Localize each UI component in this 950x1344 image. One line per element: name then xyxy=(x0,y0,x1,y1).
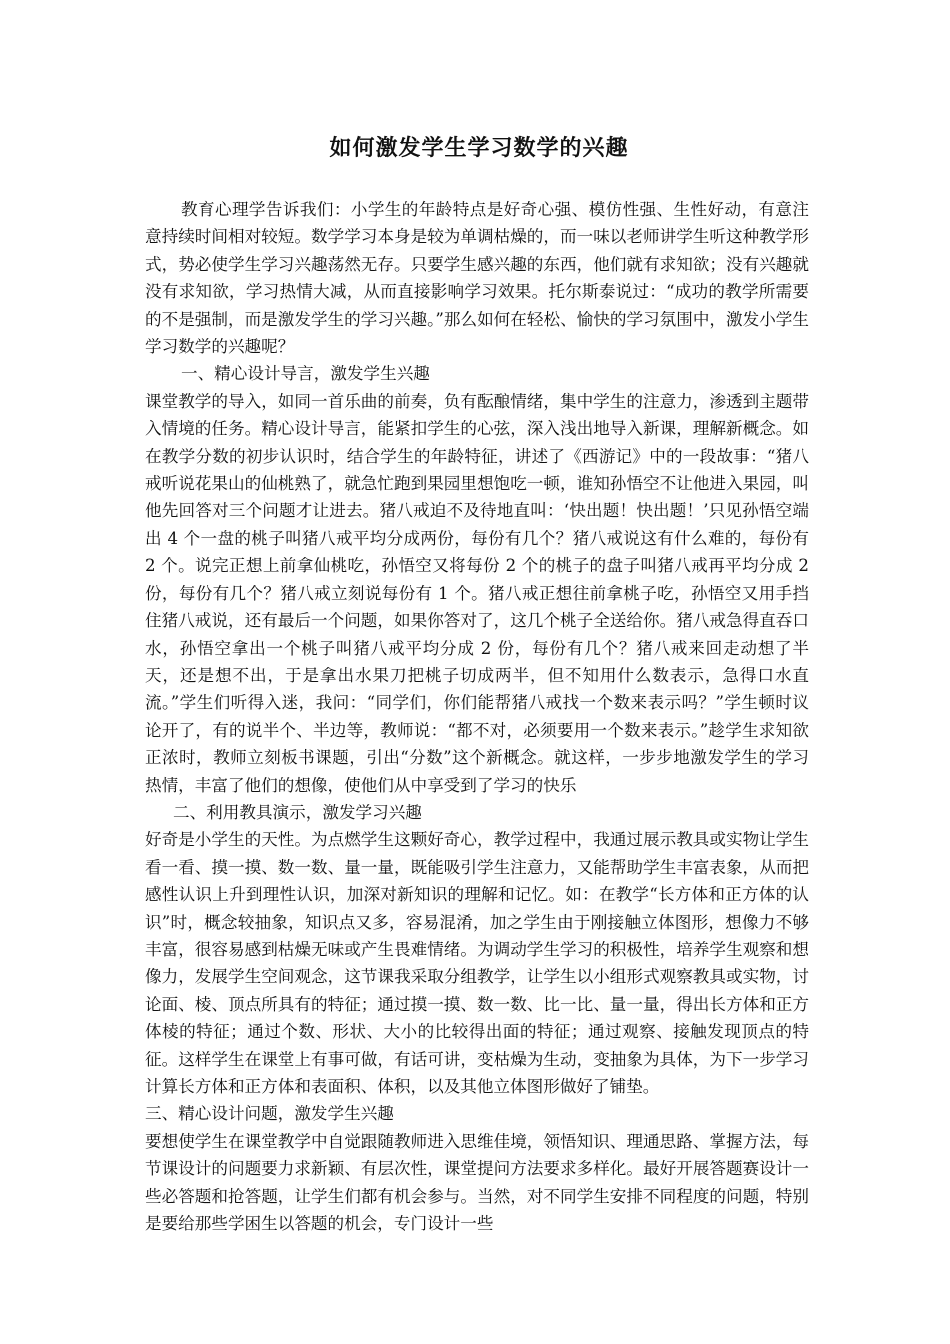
section-body-1: 课堂教学的导入，如同一首乐曲的前奏，负有酝酿情绪，集中学生的注意力，渗透到主题带入情境的任务。精心设计导言，能紧扣学生的心弦，深入浅出地导入新课，理解新概念。如在教学分数的初步认识时，结合学生的年龄特征，讲述了《西游记》中的一段故事：“猪八戒听说花果山的仙桃熟了，就急忙跑到果园里想饱吃一顿，谁知孙悟空不让他进入果园，叫他先回答对三个问题才让进去。猪八戒迫不及待地直叫：‘快出题！快出题！’只见孙悟空端出 4 个一盘的桃子叫猪八戒平均分成两份，每份有几个？猪八戒说这有什么难的，每份有 2 个。说完正想上前拿仙桃吃，孙悟空又将每份 2 个的桃子的盘子叫猪八戒再平均分成 2 份，每份有几个？猪八戒立刻说每份有 1 个。猪八戒正想往前拿桃子吃，孙悟空又用手挡住猪八戒说，还有最后一个问题，如果你答对了，这几个桃子全送给你。猪八戒急得直吞口水，孙悟空拿出一个桃子叫猪八戒平均分成 2 份，每份有几个？猪八戒来回走动想了半天，还是想不出，于是拿出水果刀把桃子切成两半，但不知用什么数表示，急得口水直流。”学生们听得入迷，我问：“同学们，你们能帮猪八戒找一个数来表示吗？”学生顿时议论开了，有的说半个、半边等，教师说：“都不对，必须要用一个数来表示。”趁学生求知欲正浓时，教师立刻板书课题，引出“分数”这个新概念。就这样，一步步地激发学生的学习热情，丰富了他们的想像，使他们从中享受到了学习的快乐 xyxy=(145,391,809,795)
section-body-3: 要想使学生在课堂教学中自觉跟随教师进入思维佳境，领悟知识、理通思路、掌握方法，每节课设计的问题要力求新颖、有层次性，课堂提问方法要求多样化。最好开展答题赛设计一些必答题和抢答题，让学生们都有机会参与。当然，对不同学生安排不同程度的问题，特别是要给那些学困生以答题的机会，专门设计一些 xyxy=(145,1131,809,1234)
document-title: 如何激发学生学习数学的兴趣 xyxy=(329,135,629,161)
section-heading-1: 一、精心设计导言，激发学生兴趣 xyxy=(181,364,430,384)
intro-paragraph: 教育心理学告诉我们：小学生的年龄特点是好奇心强、模仿性强、生性好动，有意注意持续时间相对较短。数学学习本身是较为单调枯燥的，而一味以老师讲学生听这种教学形式，势必使学生学习兴趣荡然无存。只要学生感兴趣的东西，他们就有求知欲；没有兴趣就没有求知欲，学习热情大减，从而直接影响学习效果。托尔斯泰说过：“成功的教学所需要的不是强制，而是激发学生的学习兴趣。”那么如何在轻松、愉快的学习氛围中，激发小学生学习数学的兴趣呢？ xyxy=(145,200,809,357)
document-page xyxy=(145,130,809,1237)
section-body-2: 好奇是小学生的天性。为点燃学生这颗好奇心，教学过程中，我通过展示教具或实物让学生看一看、摸一摸、数一数、量一量，既能吸引学生注意力，又能帮助学生丰富表象，从而把感性认识上升到理性认识，加深对新知识的理解和记忆。如：在教学“长方体和正方体的认识”时，概念较抽象，知识点又多，容易混淆，加之学生由于刚接触立体图形，想像力不够丰富，很容易感到枯燥无味或产生畏难情绪。为调动学生学习的积极性，培养学生观察和想像力，发展学生空间观念，这节课我采取分组教学，让学生以小组形式观察教具或实物，讨论面、棱、顶点所具有的特征；通过摸一摸、数一数、比一比、量一量，得出长方体和正方体棱的特征；通过个数、形状、大小的比较得出面的特征；通过观察、接触发现顶点的特征。这样学生在课堂上有事可做，有话可讲，变枯燥为生动，变抽象为具体，为下一步学习计算长方体和正方体和表面积、体积，以及其他立体图形做好了铺垫。 xyxy=(145,830,809,1096)
section-heading-3: 三、精心设计问题，激发学生兴趣 xyxy=(145,1104,394,1124)
section-heading-2: 二、利用教具演示，激发学习兴趣 xyxy=(173,802,422,822)
